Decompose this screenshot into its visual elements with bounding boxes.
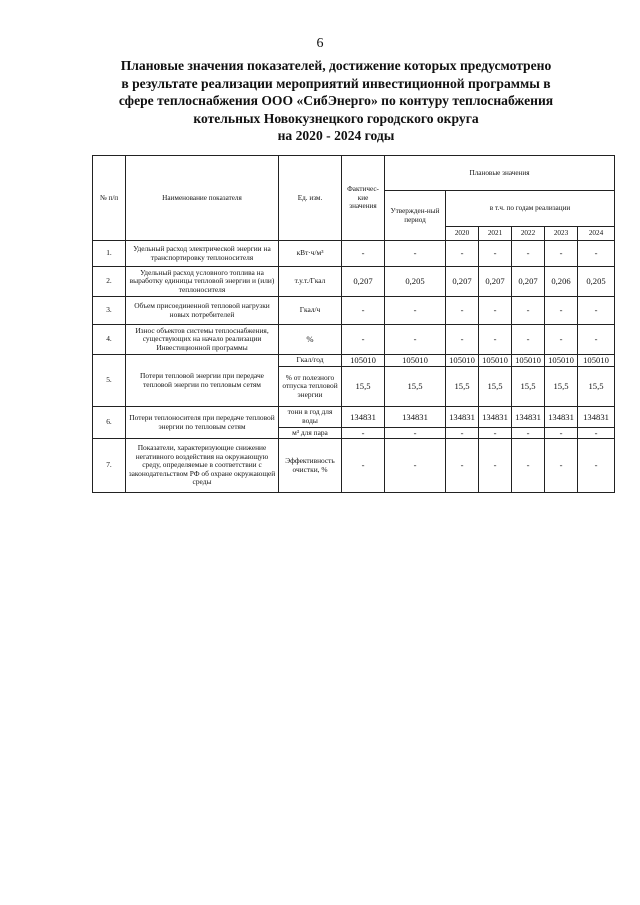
row-unit: Гкал/ч (279, 297, 342, 325)
row-approved: - (385, 241, 446, 267)
row-num: 1. (93, 241, 126, 267)
header-by-years: в т.ч. по годам реализации (446, 191, 615, 227)
table-row (93, 267, 615, 297)
document-title (96, 57, 576, 145)
row-year-value: 105010 (512, 355, 545, 367)
row-year-value: - (545, 428, 578, 439)
row-actual: 0,207 (342, 267, 385, 297)
row-year-value: - (578, 428, 615, 439)
row-year-value: - (545, 241, 578, 267)
row-actual: - (342, 241, 385, 267)
row-name: Объем присоединенной тепловой нагрузки новых потребителей (126, 297, 279, 325)
row-year-value: - (446, 297, 479, 325)
row-name: Показатели, характеризующие снижение негативного воздействия на окружающую среду, определяемые в соответствии с законодательством РФ об охране окружающей среды (126, 439, 279, 493)
row-year-value: 105010 (446, 355, 479, 367)
row-year-value: - (578, 325, 615, 355)
row-unit: % (279, 325, 342, 355)
header-year: 2024 (578, 227, 615, 241)
row-year-value: - (479, 439, 512, 493)
row-year-value: - (545, 325, 578, 355)
header-actual: Фактичес-кие значения (342, 156, 385, 241)
row-year-value: 105010 (578, 355, 615, 367)
row-approved: - (385, 439, 446, 493)
row-num: 2. (93, 267, 126, 297)
row-year-value: 0,207 (479, 267, 512, 297)
row-approved: 15,5 (385, 367, 446, 407)
row-actual: - (342, 428, 385, 439)
row-year-value: - (512, 241, 545, 267)
row-num: 3. (93, 297, 126, 325)
row-actual: 134831 (342, 407, 385, 428)
row-year-value: - (479, 428, 512, 439)
header-num: № п/п (93, 156, 126, 241)
row-year-value: 134831 (446, 407, 479, 428)
row-year-value: - (545, 297, 578, 325)
row-year-value: - (545, 439, 578, 493)
row-actual: 15,5 (342, 367, 385, 407)
row-name: Износ объектов системы теплоснабжения, существующих на начало реализации Инвестиционной программы (126, 325, 279, 355)
row-num: 6. (93, 407, 126, 439)
table-row (93, 439, 615, 493)
row-approved: 105010 (385, 355, 446, 367)
table-row (93, 241, 615, 267)
header-approved: Утвержден-ный период (385, 191, 446, 241)
header-year: 2022 (512, 227, 545, 241)
table-row (93, 297, 615, 325)
header-planned: Плановые значения (385, 156, 615, 191)
row-year-value: 15,5 (512, 367, 545, 407)
row-year-value: - (578, 241, 615, 267)
row-year-value: - (512, 325, 545, 355)
header-unit: Ед. изм. (279, 156, 342, 241)
title-line: котельных Новокузнецкого городского округа (193, 110, 479, 126)
row-year-value: 134831 (578, 407, 615, 428)
row-year-value: - (512, 297, 545, 325)
row-year-value: - (446, 439, 479, 493)
row-year-value: - (479, 241, 512, 267)
row-year-value: - (578, 297, 615, 325)
row-year-value: - (479, 297, 512, 325)
row-year-value: 134831 (512, 407, 545, 428)
row-approved: 134831 (385, 407, 446, 428)
row-year-value: 15,5 (446, 367, 479, 407)
row-unit: тонн в год для воды (279, 407, 342, 428)
header-year: 2023 (545, 227, 578, 241)
row-num: 7. (93, 439, 126, 493)
header-name: Наименование показателя (126, 156, 279, 241)
row-name: Удельный расход условного топлива на выработку единицы тепловой энергии и (или) теплоносителя (126, 267, 279, 297)
row-approved: - (385, 325, 446, 355)
indicators-table (92, 155, 615, 493)
row-approved: - (385, 428, 446, 439)
row-name: Потери тепловой энергии при передаче тепловой энергии по тепловым сетям (126, 355, 279, 407)
title-line: сфере теплоснабжения ООО «СибЭнерго» по контуру теплоснабжения (118, 93, 554, 109)
row-year-value: - (446, 241, 479, 267)
row-year-value: 105010 (545, 355, 578, 367)
header-year: 2020 (446, 227, 479, 241)
row-unit: м³ для пара (279, 428, 342, 439)
row-unit: кВт·ч/м³ (279, 241, 342, 267)
row-unit: т.у.т./Гкал (279, 267, 342, 297)
table-row (93, 325, 615, 355)
table-row (93, 407, 615, 428)
row-year-value: 0,207 (512, 267, 545, 297)
row-actual: - (342, 297, 385, 325)
row-year-value: - (512, 439, 545, 493)
row-year-value: 15,5 (479, 367, 512, 407)
row-approved: - (385, 297, 446, 325)
row-year-value: - (578, 439, 615, 493)
row-year-value: 0,207 (446, 267, 479, 297)
row-year-value: - (512, 428, 545, 439)
title-line: Плановые значения показателей, достижение которых предусмотрено (120, 58, 552, 73)
row-year-value: 15,5 (578, 367, 615, 407)
row-actual: 105010 (342, 355, 385, 367)
row-unit: Эффективность очистки, % (279, 439, 342, 493)
title-line: на 2020 - 2024 годы (277, 128, 395, 144)
row-actual: - (342, 325, 385, 355)
row-unit: % от полезного отпуска тепловой энергии (279, 367, 342, 407)
row-num: 4. (93, 325, 126, 355)
row-year-value: 0,205 (578, 267, 615, 297)
row-year-value: 0,206 (545, 267, 578, 297)
page-number: 6 (316, 36, 324, 51)
row-num: 5. (93, 355, 126, 407)
header-year: 2021 (479, 227, 512, 241)
title-line: в результате реализации мероприятий инвестиционной программы в (121, 75, 551, 91)
row-year-value: - (479, 325, 512, 355)
table-row (93, 355, 615, 367)
row-approved: 0,205 (385, 267, 446, 297)
row-year-value: 105010 (479, 355, 512, 367)
row-name: Удельный расход электрической энергии на транспортировку теплоносителя (126, 241, 279, 267)
row-unit: Гкал/год (279, 355, 342, 367)
row-year-value: 134831 (479, 407, 512, 428)
row-name: Потери теплоносителя при передаче тепловой энергии по тепловым сетям (126, 407, 279, 439)
row-year-value: 134831 (545, 407, 578, 428)
row-year-value: - (446, 428, 479, 439)
row-year-value: - (446, 325, 479, 355)
row-year-value: 15,5 (545, 367, 578, 407)
row-actual: - (342, 439, 385, 493)
